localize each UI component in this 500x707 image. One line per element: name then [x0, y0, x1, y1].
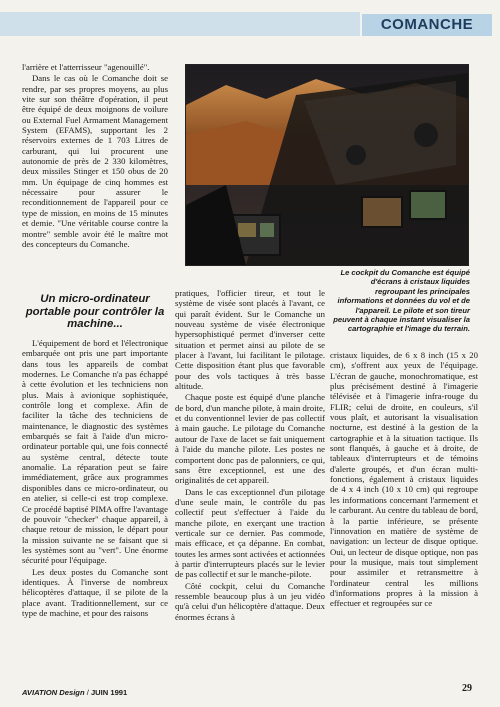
- publication-footer: [22, 688, 127, 697]
- paragraph: Côté cockpit, celui du Comanche ressemble beaucoup plus à un jeu vidéo qu'à celui d'un hélicoptère d'attaque. Deux énormes écrans à: [175, 580, 325, 622]
- paragraph: Chaque poste est équipé d'une planche de bord, d'un manche pilote, à main droite, et du conventionnel levier de pas collectif à main gauche. Le pilotage du Comanche autour de l'axe de lacet se fait uniquement à l'aide du manche pilote. Les postes ne comportent donc pas de palonniers, ce qui, sans être exceptionnel, est une des originalités de cet appareil.: [175, 392, 325, 486]
- header-color-band: [0, 12, 360, 36]
- section-subheading: Un micro-ordinateur portable pour contrôler la machine...: [25, 293, 165, 330]
- text-column-1-top: [22, 62, 168, 250]
- text-column-2: [175, 288, 325, 623]
- paragraph: pratiques, l'officier tireur, et tout le système de visée sont placés à l'avant, ce qui paraît évident. Sur le Comanche un nouveau système de visée électronique hypersophistiqué permet d'inverser cette situation et permet ainsi au pilote de se placer à l'avant, lui facilitant le pilotage. Cette disposition étant plus que favorable pour des vols tactiques à très basse altitude.: [175, 288, 325, 392]
- cockpit-photo: [185, 64, 469, 266]
- paragraph: Dans le cas où le Comanche doit se rendre, par ses propres moyens, au plus vite sur son théâtre d'opération, il peut être équipé de deux moignons de voilure ou External Fuel Armament Management System (EFAMS), supportant les 2 réservoirs externes de 1 703 Litres de carburant, qui lui procurent une autonomie de près de 2 330 kilomètres, deux missiles Stinger et 150 obus de 20 mm. Un équipage de cinq hommes est nécessaire pour assurer le reconditionnement de l'appareil pour ce type de mission, en moins de 15 minutes et demie. "Une véritable course contre la montre" semble avoir été le maître mot des concepteurs du Comanche.: [22, 73, 168, 249]
- page-number: 29: [462, 683, 472, 694]
- paragraph: cristaux liquides, de 6 x 8 inch (15 x 20 cm), s'offrent aux yeux de l'équipage. L'écran de gauche, monochromatique, est plus précisément destiné à l'imagerie télévisée et à l'imagerie infra-rouge du FLIR; celui de droite, en couleurs, s'il vous plaît, et autorisant la visualisation nocturne, est destiné à la gestion de la cartographie et à la situation tactique. Ils sont flanqués, à gauche et à droite, de tableaux d'interrupteurs et de témoins d'alerte groupés, et d'un écran multi-fonctions, également à cristaux liquides de 4 x 4 inch (10 x 10 cm) qui regroupe les informations concernant l'armement et le carburant. Au centre du tableau de bord, à la partie inférieure, se présente l'innovation en matière de système de navigation: un lecteur de disque optique. Oui, un lecteur de disque optique, non pas pour la musique, mais tout simplement pour assimiler et retransmettre à l'ordinateur central les millions d'informations propres à la mission à effectuer et regroupées sur ce: [330, 350, 478, 609]
- paragraph: L'équipement de bord et l'électronique embarquée ont pris une part importante dans tous les appareils de combat modernes. Le Comanche n'a pas échappé à cette évolution et les techniciens non plus. Mais à avionique sophistiquée, contrôle long et complexe. Afin de faciliter la tâche des techniciens de maintenance, le diagnostic des systèmes embarqués se fait à l'aide d'un micro-ordinateur portable qui, une fois connecté au système central, détecte toute anomalie. La réparation peut se faire immédiatement, grâce aux programmes disponibles dans ce micro-ordinateur, ou en atelier, si celle-ci est trop complexe. Ce procédé baptisé PIMA offre l'avantage de pouvoir "checker" chaque appareil, à chaque retour de mission, le départ pour la mission suivante ne se faisant que si les systèmes sont au "vert". Une énorme sécurité pour l'équipage.: [22, 338, 168, 566]
- section-title: COMANCHE: [362, 14, 492, 36]
- cockpit-illustration: [186, 65, 468, 265]
- photo-caption: Le cockpit du Comanche est équipé d'écrans à cristaux liquides regroupant les principales informations et données du vol et de l'appareil. Le pilote et son tireur peuvent à chaque instant visualiser la cartographie et l'image du terrain.: [333, 268, 470, 334]
- paragraph: Les deux postes du Comanche sont identiques. À l'inverse de nombreux hélicoptères d'attaque, il se pilote de la place avant. Traditionnellement, sur ce type de machine, et pour des raisons: [22, 566, 168, 618]
- footer-separator: /: [84, 688, 91, 697]
- text-column-1-bottom: [22, 338, 168, 619]
- text-column-3: [330, 350, 478, 610]
- paragraph: Dans le cas exceptionnel d'un pilotage d'une seule main, le contrôle du pas collectif peut s'effectuer à l'aide du manche pilote, en exerçant une traction verticale sur ce dernier. Pas commode, mais efficace, et ça dépanne. En combat, toutes les armes sont activées et actionnées à partir d'interrupteurs placés sur le levier de pas collectif et sur le manche-pilote.: [175, 486, 325, 580]
- paragraph: l'arrière et l'atterrisseur "agenouillé".: [22, 62, 150, 72]
- publication-date: JUIN 1991: [90, 688, 128, 697]
- publication-name: AVIATION Design: [22, 688, 85, 697]
- page-header: [0, 6, 500, 40]
